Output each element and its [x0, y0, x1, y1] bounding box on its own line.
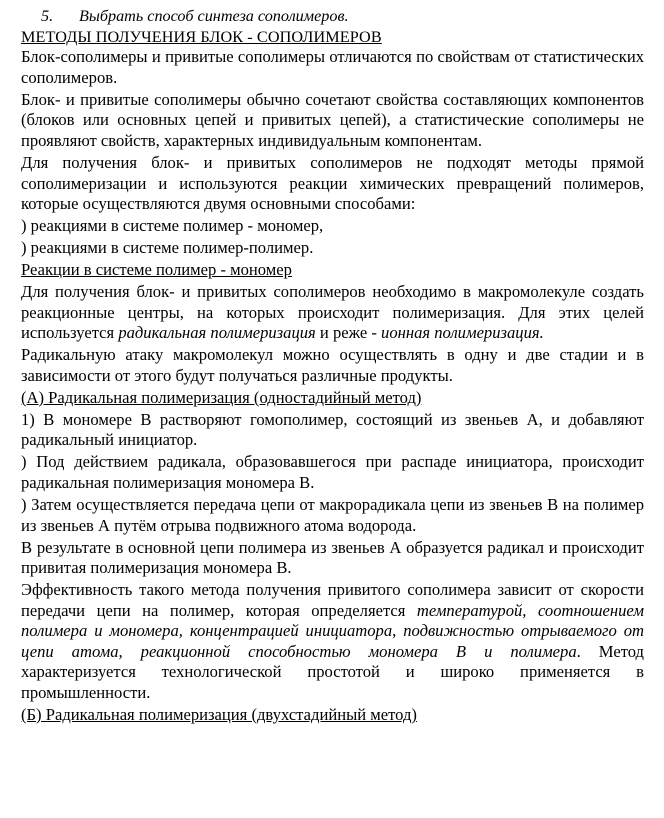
efficiency-factors: температурой, соотношением полимера и мономера, концентрацией инициатора, подвижностью отрываемого от цепи атома, реакционной способностью мономера В и полимера [21, 600, 644, 661]
subheading-polymer-monomer: Реакции в системе полимер - мономер [21, 260, 292, 280]
paragraph-reaction-centers: Для получения блок- и привитых сополимеров необходимо в макромолекуле создать реакционные центры, на которых происходит полимеризация. Для этих целей используется радикальная полимеризация и реже - ионная полимеризация. [21, 282, 644, 343]
paragraph-step-3: ) Затем осуществляется передача цепи от макрорадикала цепи из звеньев В на полимер из звеньев А путём отрыва подвижного атома водорода. [21, 494, 644, 535]
paragraph-methods: Для получения блок- и привитых сополимеров не подходят методы прямой сополимеризации и используются реакции химических превращений полимеров, которые осуществляются двумя основными способами: [21, 152, 644, 214]
paragraph-intro: Блок-сополимеры и привитые сополимеры отличаются по свойствам от статистических сополимеров. [21, 47, 644, 87]
subheading-one-stage: (А) Радикальная полимеризация (одностадийный метод) [21, 387, 422, 407]
paragraph-efficiency: Эффективность такого метода получения привитого сополимера зависит от скорости передачи цепи на полимер, которая определяется температурой, соотношением полимера и мономера, концентрацией инициатора, подвижностью отрываемого от цепи атома, реакционной способностью мономера В и полимера. Метод характеризуется технологической простотой и широко применяется в промышленности. [21, 580, 644, 703]
list-item-text: Выбрать способ синтеза сополимеров. [79, 7, 349, 25]
paragraph-properties: Блок- и привитые сополимеры обычно сочетают свойства составляющих компонентов (блоков или основных цепей и привитых цепей), а статистические сополимеры не проявляют свойств, характерных индивидуальным компонентам. [21, 89, 644, 150]
paragraph-step-2: ) Под действием радикала, образовавшегося при распаде инициатора, происходит радикальная полимеризация мономера В. [21, 452, 644, 492]
paragraph-result: В результате в основной цепи полимера из звеньев А образуется радикал и происходит привитая полимеризация мономера В. [21, 537, 644, 578]
paragraph-method-2: ) реакциями в системе полимер-полимер. [21, 238, 314, 258]
term-radical-polymerization: радикальная полимеризация [118, 323, 316, 343]
document-page [21, 6, 644, 727]
paragraph-radical-attack: Радикальную атаку макромолекул можно осуществлять в одну и две стадии и в зависимости от этого будут получаться различные продукты. [21, 345, 644, 385]
paragraph-method-1: ) реакциями в системе полимер - мономер, [21, 216, 324, 236]
section-title: МЕТОДЫ ПОЛУЧЕНИЯ БЛОК - СОПОЛИМЕРОВ [21, 27, 382, 46]
term-ionic-polymerization: ионная полимеризация. [381, 323, 544, 343]
list-item-number: 5. [41, 7, 54, 25]
list-item-5 [21, 6, 644, 27]
subheading-two-stage: (Б) Радикальная полимеризация (двухстадийный метод) [21, 705, 417, 725]
paragraph-step-1: 1) В мономере В растворяют гомополимер, состоящий из звеньев А, и добавляют радикальный инициатор. [21, 409, 644, 450]
